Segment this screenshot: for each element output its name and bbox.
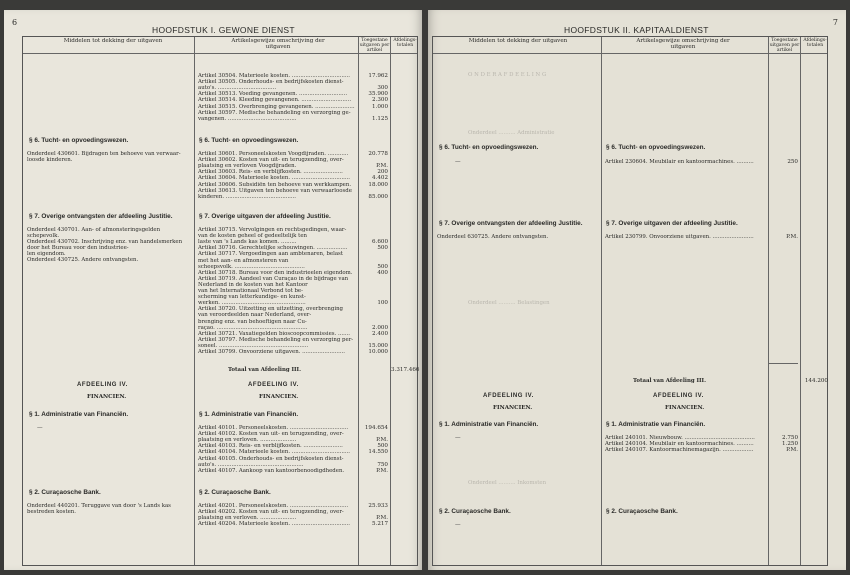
- article-line: Artikel 40201. Personeelskosten. ..................................: [198, 503, 349, 509]
- empty-means-dash: —: [455, 435, 461, 441]
- division-subheading: FINANCIEN.: [87, 394, 127, 400]
- section-heading: § 2. Curaçaosche Bank.: [606, 508, 678, 515]
- article-amount: P.M.: [786, 447, 798, 454]
- article-amount: 250: [787, 159, 798, 165]
- article-line: Artikel 40104. Materieele kosten. ..................................: [198, 449, 351, 456]
- article-amount: 14.550: [368, 449, 388, 456]
- budget-table: [22, 36, 418, 566]
- section-heading: § 6. Tucht- en opvoedingswezen.: [606, 144, 706, 151]
- section-heading: § 1. Administratie van Financiën.: [199, 411, 299, 418]
- article-amount: 750: [377, 461, 388, 468]
- col-header-means: Middelen tot dekking der uitgaven: [468, 38, 568, 44]
- division-subheading: FINANCIEN.: [493, 405, 533, 411]
- article-line: Artikel 30603. Reis- en verblijfkosten. .......................: [198, 169, 343, 176]
- article-line: vangenen. ........................................: [198, 115, 297, 122]
- article-line: Artikel 240101. Nieuwbouw. .........................................: [605, 435, 755, 441]
- division-heading: AFDEELING IV.: [483, 393, 534, 399]
- article-line: Artikel 30604. Materieele kosten. ..................................: [198, 175, 351, 182]
- article-line: Artikel 30504. Materieele kosten. ..................................: [198, 73, 351, 79]
- article-amount: 100: [377, 300, 388, 307]
- article-line: Artikel 30715. Vervolgingen en rechtsgedingen, waar-: [198, 227, 347, 233]
- col-header-budget: Toegestane uitgaven per artikel: [769, 38, 800, 53]
- article-amount: 2.750: [781, 435, 798, 441]
- section-heading: § 1. Administratie van Financiën.: [606, 421, 706, 428]
- article-line: Artikel 30597. Medische behandeling en verzorging ge-: [198, 109, 351, 116]
- division-heading: AFDEELING IV.: [653, 393, 704, 399]
- empty-means-dash: —: [455, 522, 461, 528]
- section-heading: § 7. Overige ontvangsten der afdeeling Justitie.: [439, 220, 583, 227]
- article-amount: 5.217: [371, 521, 388, 528]
- article-amount: 200: [377, 169, 388, 176]
- article-amount: 1.125: [371, 115, 388, 122]
- col-header-articles: Artikelsgewijze omschrijving der uitgaven: [231, 38, 325, 51]
- article-amount: P.M.: [786, 234, 798, 240]
- division-heading: AFDEELING IV.: [248, 382, 299, 388]
- section-heading: § 2. Curaçaosche Bank.: [29, 489, 101, 496]
- article-line: Artikel 30720. Uitzetting en uitzetting, overbrenging: [198, 306, 344, 313]
- article-line: Artikel 30797. Medische behandeling en verzorging per-: [198, 336, 354, 343]
- article-line: Artikel 30514. Kleeding gevangenen. .............................: [198, 97, 352, 104]
- section-heading: § 1. Administratie van Financiën.: [439, 421, 539, 428]
- article-line: Artikel 30613. Uitgaven ten behoeve van verwaarloosde: [198, 187, 352, 194]
- means-line: Onderdeel 440201. Teruggave van door 's Lands kas: [27, 503, 171, 509]
- section-heading: § 7. Overige ontvangsten der afdeeling Justitie.: [29, 213, 173, 220]
- article-line: Artikel 30721. Vaxatiegelden bioscoopcommissies. .......: [198, 330, 350, 337]
- article-amount: P.M.: [376, 515, 388, 522]
- article-line: brenging enz. van behoeftigen naar Cu-: [198, 318, 307, 325]
- article-amount: 4.402: [371, 175, 388, 182]
- section-heading: § 6. Tucht- en opvoedingswezen.: [199, 137, 299, 144]
- page-number: 7: [832, 18, 838, 27]
- division-subheading: FINANCIEN.: [665, 405, 705, 411]
- article-amount: P.M.: [376, 163, 388, 170]
- article-line: Artikel 40204. Materieele kosten. ..................................: [198, 521, 351, 528]
- article-line: auto's. ..................................................: [198, 461, 304, 468]
- col-header-means: Middelen tot dekking der uitgaven: [63, 38, 163, 44]
- article-line: Artikel 30505. Onderhouds- en bedrijfskosten dienst-: [198, 79, 344, 86]
- means-line: schepevolk.: [27, 233, 60, 239]
- article-amount: 500: [377, 443, 388, 450]
- article-amount: 25.933: [368, 503, 388, 509]
- empty-means-dash: —: [455, 159, 461, 165]
- article-line: soneel. ....................................................: [198, 342, 309, 349]
- division-subheading: FINANCIEN.: [259, 394, 299, 400]
- article-amount: 17.962: [368, 73, 388, 79]
- article-line: Nederland in de kosten van het Kantoor: [198, 281, 308, 288]
- article-line: Artikel 40101. Personeelskosten. ..................................: [198, 425, 349, 431]
- article-line: kinderen. .........................................: [198, 193, 297, 200]
- article-line: Artikel 230604. Meubilair en kantoormachines. ..........: [605, 159, 754, 165]
- article-line: Artikel 230799. Onvoorziene uitgaven. ........................: [605, 234, 754, 240]
- article-line: Artikel 40202. Kosten van uit- en terugzending, over-: [198, 509, 344, 516]
- left-page: [4, 10, 422, 570]
- article-amount: 500: [377, 263, 388, 270]
- article-line: Artikel 30601. Personeelskosten Voogdijraden. ............: [198, 151, 349, 157]
- section-heading: § 7. Overige uitgaven der afdeeling Justitie.: [606, 220, 738, 227]
- article-line: Artikel 30602. Kosten van uit- en terugzending, over-: [198, 157, 344, 164]
- article-amount: 10.000: [368, 349, 388, 355]
- article-amount: 2.300: [371, 97, 388, 104]
- article-amount: 194.654: [364, 425, 388, 431]
- col-header-articles: Artikelsgewijze omschrijving der uitgaven: [636, 38, 730, 51]
- page-title: HOOFDSTUK I. GEWONE DIENST: [152, 25, 295, 35]
- article-amount: 35.900: [368, 91, 388, 98]
- article-line: van veroordeelden naar Nederland, over-: [198, 312, 312, 319]
- article-amount: 1.000: [371, 103, 388, 110]
- article-amount: P.M.: [376, 467, 388, 474]
- section-heading: § 7. Overige uitgaven der afdeeling Justitie.: [199, 213, 331, 220]
- total-value: 3.317.466: [391, 367, 420, 373]
- right-page: 7 HOOFDSTUK II. KAPITAALDIENST O N D E R A F D E E L I N G Onderdeel .......... Administratie Onderdeel .......... Belastingen Onderdeel .......... Inkomsten Middelen tot dekking der uitgaven Artikelsgewijze omschrijving der uitgaven Toegestane uitgaven per artikel Afdelings-totalen § 6. Tucht- en opvoedingswezen. § 6. Tucht- en opvoedingswezen. — Artikel 230604. Meubilair en kantoormachines. .......... 250 § 7. Overige ontvangsten der afdeeling Justitie. § 7. Overige uitgaven der afdeeling Justitie. Onderdeel 630725. Andere ontvangsten. Artikel 230799. Onvoorziene uitgaven. ........................ P.M. Totaal van Afdeeling III. 144.200 AFDEELING IV. AFDEELING IV. FINANCIEN. FINANCIEN. § 1. Administratie van Financiën. § 1. Administratie van Financiën. — Artikel 240101. Nieuwbouw. ......................................... 2.750 Artikel 240104. Meubilair en kantoormachines. .......... 1.250 Artikel 240107. Kantoormachinemagazijn. .................. P.M. § 2. Curaçaosche Bank. § 2. Curaçaosche Bank. —: [428, 10, 846, 570]
- article-line: Artikel 30716. Gerechtelijke schouwingen. ..................: [198, 245, 348, 252]
- article-line: Artikel 240107. Kantoormachinemagazijn. ..................: [605, 447, 754, 454]
- section-heading: § 6. Tucht- en opvoedingswezen.: [29, 137, 129, 144]
- section-heading: § 6. Tucht- en opvoedingswezen.: [439, 144, 539, 151]
- means-line: Onderdeel 430601. Bijdragen ten behoeve van verwaar-: [27, 151, 181, 157]
- article-line: scherming van letterkundige- en kunst-: [198, 294, 306, 301]
- article-line: Artikel 30515. Overbrenging gevangenen. .......................: [198, 103, 355, 110]
- means-line: Onderdeel 430702. Inschrijving enz. van handelsmerken: [27, 239, 183, 245]
- section-heading: § 1. Administratie van Financiën.: [29, 411, 129, 418]
- article-amount: 85.000: [368, 193, 388, 200]
- article-line: met het aan- en afmonsteren van: [198, 257, 289, 264]
- article-line: laste van 's Lands kas komen. .........: [198, 239, 297, 246]
- article-amount: 15.000: [368, 342, 388, 349]
- article-line: Artikel 30717. Vergoedingen aan ambtenaren, belast: [198, 251, 343, 258]
- col-header-totals: Afdelings-totalen: [803, 38, 827, 48]
- article-line: Artikel 30513. Voeding gevangenen. ............................: [198, 91, 348, 98]
- article-amount: 6.600: [371, 239, 388, 246]
- article-line: plaatsing en verloven. .....................: [198, 437, 297, 444]
- article-line: raçao. .....................................................: [198, 324, 308, 331]
- article-line: van het Internationaal Verbond tot be-: [198, 288, 303, 294]
- section-heading: § 2. Curaçaosche Bank.: [199, 489, 271, 496]
- article-line: Artikel 30606. Subsidiën ten behoeve van werkkampen.: [198, 181, 352, 188]
- article-line: auto's. ..................................: [198, 85, 277, 92]
- article-line: werken. .................................................: [198, 300, 306, 307]
- article-line: Artikel 40102. Kosten van uit- en terugzending, over-: [198, 431, 344, 438]
- col-header-totals: Afdelings-totalen: [393, 38, 417, 48]
- article-line: plaatsing en verloven. .....................: [198, 515, 297, 522]
- budget-table: [432, 36, 828, 566]
- section-heading: § 2. Curaçaosche Bank.: [439, 508, 511, 515]
- article-line: Artikel 40107. Aankoop van kantoorbenoodigdheden.: [198, 467, 345, 474]
- means-line: len eigendom.: [27, 251, 66, 257]
- article-line: Artikel 30719. Aandeel van Curaçao in de bijdrage van: [198, 275, 349, 282]
- article-line: Artikel 30799. Onvoorziene uitgaven. .........................: [198, 349, 345, 355]
- means-line: bestreden kosten.: [27, 509, 76, 515]
- division-heading: AFDEELING IV.: [77, 382, 128, 388]
- page-number: 6: [12, 18, 18, 27]
- article-amount: 300: [377, 85, 388, 92]
- article-amount: P.M.: [376, 437, 388, 444]
- article-line: Artikel 40103. Reis- en verblijfkosten. .......................: [198, 443, 343, 450]
- col-header-budget: Toegestane uitgaven per artikel: [359, 38, 390, 53]
- article-line: Artikel 240104. Meubilair en kantoormachines. ..........: [605, 441, 754, 448]
- article-amount: 20.778: [368, 151, 388, 157]
- empty-means-dash: —: [37, 425, 43, 431]
- page-title: HOOFDSTUK II. KAPITAALDIENST: [564, 25, 709, 35]
- article-line: scheepsvolk. .........................................: [198, 263, 305, 270]
- total-label: Totaal van Afdeeling III.: [633, 378, 706, 384]
- means-line: Onderdeel 430725. Andere ontvangsten.: [27, 257, 139, 263]
- article-amount: 400: [377, 269, 388, 276]
- total-value: 144.200: [804, 378, 828, 384]
- article-amount: 2.400: [371, 330, 388, 337]
- article-line: Artikel 40105. Onderhouds- en bedrijfskosten dienst-: [198, 455, 344, 462]
- article-amount: 2.000: [371, 324, 388, 331]
- means-line: Onderdeel 430701. Aan- of afmonsteringsgelden: [27, 227, 161, 233]
- article-line: Artikel 30718. Bureau voor den industrieelen eigendom.: [198, 269, 353, 276]
- means-line: loosde kinderen.: [27, 157, 73, 163]
- means-line: Onderdeel 630725. Andere ontvangsten.: [437, 234, 549, 240]
- article-amount: 18.000: [368, 181, 388, 188]
- article-line: van de kosten geheel of gedeeltelijk ten: [198, 233, 307, 240]
- article-amount: 500: [377, 245, 388, 252]
- total-label: Totaal van Afdeeling III.: [228, 367, 301, 373]
- article-line: plaatsing en verloven Voogdijraden.: [198, 163, 297, 170]
- article-amount: 1.250: [781, 441, 798, 448]
- means-line: door het Bureau voor den industriee-: [27, 245, 129, 251]
